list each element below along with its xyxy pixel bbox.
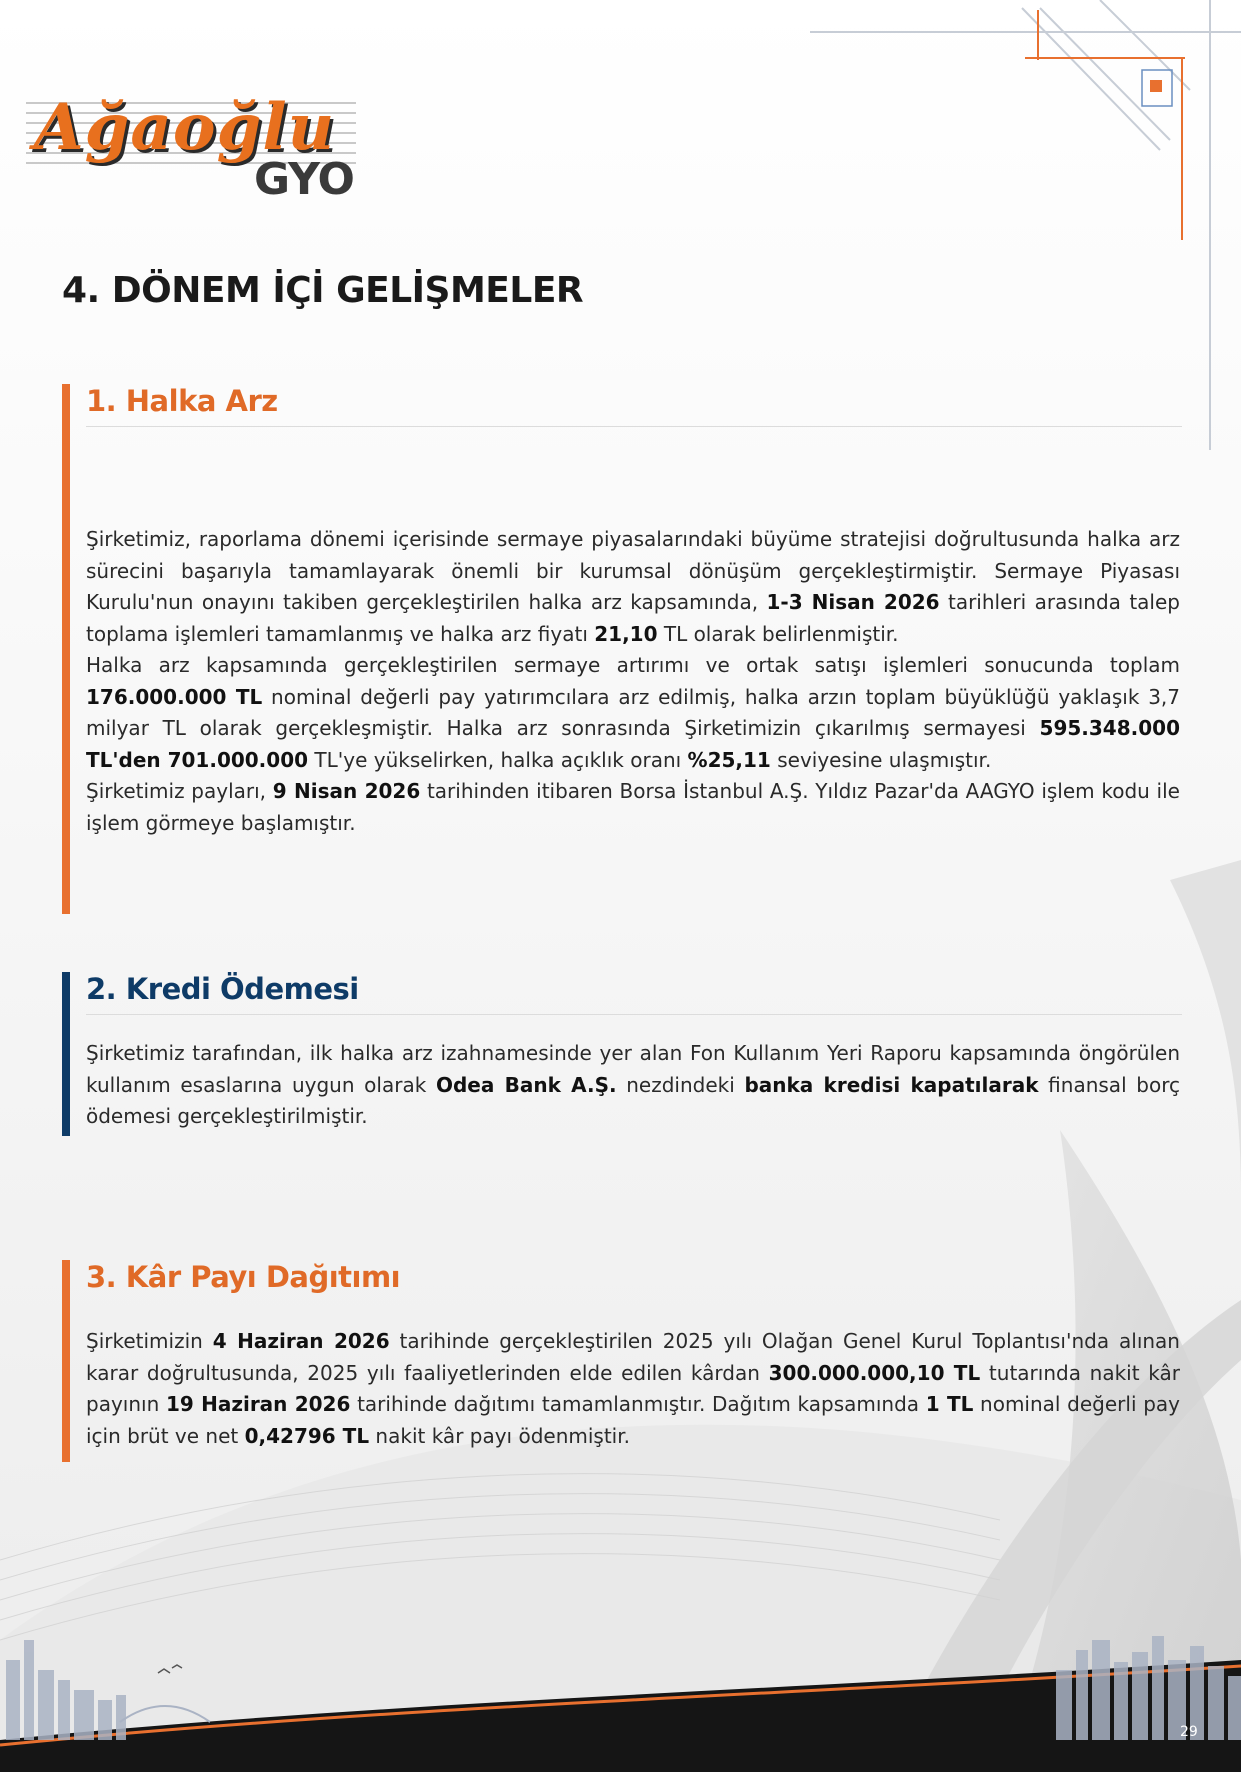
paragraph bbox=[86, 1326, 1180, 1452]
page-number: 29 bbox=[1180, 1724, 1198, 1740]
section-heading: 2. Kredi Ödemesi bbox=[86, 972, 1182, 1015]
text-run: seviyesine ulaşmıştır. bbox=[770, 747, 992, 772]
bold-text: 1-3 Nisan 2026 bbox=[766, 590, 940, 614]
bold-text: 4 Haziran 2026 bbox=[212, 1329, 390, 1353]
bold-text: 595.348.000 TL'den 701.000.000 bbox=[86, 716, 1180, 772]
paragraph bbox=[86, 776, 1180, 839]
logo-suffix-text: GYO bbox=[254, 154, 354, 205]
text-run: tarihinde dağıtımı tamamlanmıştır. Dağıtım kapsamında bbox=[350, 1392, 926, 1416]
section-kredi-odemesi bbox=[62, 972, 1182, 1136]
text-run: nominal değerli pay yatırımcılara arz edilmiş, halka arzın toplam büyüklüğü yaklaşık 3,7 milyar TL olarak gerçekleşmiştir. Halka arz sonrasında Şirketimizin çıkarılmış sermayesi bbox=[86, 684, 1180, 740]
section-body bbox=[86, 524, 1180, 839]
paragraph bbox=[86, 524, 1180, 650]
text-run: tutarında nakit kâr payının bbox=[86, 1360, 1181, 1416]
company-logo bbox=[26, 88, 366, 208]
section-heading: 3. Kâr Payı Dağıtımı bbox=[86, 1260, 401, 1294]
bold-text: 300.000.000,10 TL bbox=[768, 1360, 981, 1385]
text-run: Şirketimizin bbox=[86, 1329, 213, 1353]
bold-text: 0,42796 TL bbox=[244, 1423, 370, 1448]
text-run: Şirketimiz tarafından, ilk halka arz izahnamesinde yer alan Fon Kullanım Yeri Raporu kapsamında öngörülen kullanım esaslarına uygun olarak bbox=[86, 1041, 1180, 1097]
text-run: nominal değerli pay için brüt ve net bbox=[86, 1392, 1181, 1448]
text-run: tarihinde gerçekleştirilen 2025 yılı Olağan Genel Kurul Toplantısı'nda alınan karar doğrultusunda, 2025 yılı faaliyetlerinden elde edilen kârdan bbox=[86, 1329, 1180, 1385]
text-run: finansal borç ödemesi gerçekleştirilmiştir. bbox=[86, 1072, 1180, 1128]
bold-text: 1 TL bbox=[925, 1392, 974, 1416]
paragraph bbox=[86, 1038, 1180, 1133]
text-run: nakit kâr payı ödenmiştir. bbox=[369, 1423, 630, 1448]
section-accent-bar bbox=[62, 972, 70, 1136]
bold-text: 21,10 bbox=[594, 621, 658, 646]
section-body bbox=[86, 1038, 1180, 1133]
paragraph bbox=[86, 650, 1180, 776]
section-accent-bar bbox=[62, 1260, 70, 1462]
bold-text: 176.000.000 TL bbox=[86, 684, 263, 709]
section-accent-bar bbox=[62, 384, 70, 914]
bold-text: 9 Nisan 2026 bbox=[272, 779, 421, 803]
bold-text: Odea Bank A.Ş. bbox=[435, 1072, 617, 1097]
section-halka-arz bbox=[62, 384, 1182, 914]
text-run: tarihleri arasında talep toplama işlemleri tamamlanmış ve halka arz fiyatı bbox=[86, 590, 1180, 646]
section-body bbox=[86, 1326, 1180, 1452]
page-title: 4. DÖNEM İÇİ GELİŞMELER bbox=[62, 270, 584, 311]
text-run: Şirketimiz payları, bbox=[86, 779, 273, 803]
section-kar-payi-dagitimi bbox=[62, 1260, 1182, 1462]
bold-text: 19 Haziran 2026 bbox=[165, 1392, 351, 1416]
text-run: Şirketimiz, raporlama dönemi içerisinde sermaye piyasalarındaki büyüme stratejisi doğrultusunda halka arz sürecini başarıyla tamamlayarak önemli bir kurumsal dönüşüm gerçekleştirmiştir. Sermaye Piyasası Kurulu'nun onayını takiben gerçekleştirilen halka arz kapsamında, bbox=[86, 527, 1180, 614]
bold-text: %25,11 bbox=[687, 747, 771, 772]
text-run: nezdindeki bbox=[616, 1072, 745, 1097]
logo-script-text: Ağaoğlu bbox=[34, 90, 336, 165]
text-run: TL olarak belirlenmiştir. bbox=[657, 621, 899, 646]
text-run: Halka arz kapsamında gerçekleştirilen sermaye artırımı ve ortak satışı işlemleri sonucunda toplam bbox=[86, 653, 1180, 677]
section-heading: 1. Halka Arz bbox=[86, 384, 1182, 427]
bold-text: banka kredisi kapatılarak bbox=[744, 1072, 1039, 1097]
text-run: tarihinden itibaren Borsa İstanbul A.Ş. Yıldız Pazar'da AAGYO işlem kodu ile işlem görmeye başlamıştır. bbox=[86, 779, 1180, 835]
text-run: TL'ye yükselirken, halka açıklık oranı bbox=[308, 747, 688, 772]
